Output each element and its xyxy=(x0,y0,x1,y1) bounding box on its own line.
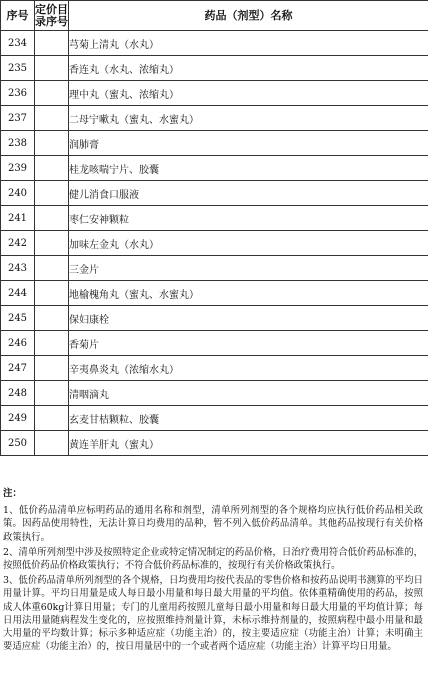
notes-section xyxy=(3,487,423,655)
row-seq: 240 xyxy=(1,181,35,206)
row-catalog-seq xyxy=(35,306,69,331)
table-row xyxy=(1,281,428,306)
row-catalog-seq xyxy=(35,431,69,456)
row-catalog-seq xyxy=(35,181,69,206)
table-row xyxy=(1,56,428,81)
table-row xyxy=(1,206,428,231)
table-row xyxy=(1,181,428,206)
row-seq: 244 xyxy=(1,281,35,306)
row-catalog-seq xyxy=(35,256,69,281)
row-seq: 249 xyxy=(1,406,35,431)
row-drug-name: 辛夷鼻炎丸（浓缩水丸） xyxy=(69,356,428,381)
table-row xyxy=(1,156,428,181)
row-seq: 239 xyxy=(1,156,35,181)
row-drug-name: 加味左金丸（水丸） xyxy=(69,231,428,256)
note-2: 2、清单所列剂型中涉及按照特定企业或特定情况制定的药品价格，日治疗费用符合低价药品标准的，按照低价药品价格政策执行；不符合低价药品标准的，按现行有关价格政策执行。 xyxy=(3,546,423,572)
table-row xyxy=(1,306,428,331)
row-seq: 242 xyxy=(1,231,35,256)
table-row xyxy=(1,431,428,456)
table-row xyxy=(1,131,428,156)
table-row xyxy=(1,381,428,406)
notes-title: 注： xyxy=(3,488,22,499)
row-catalog-seq xyxy=(35,231,69,256)
table-row xyxy=(1,31,428,56)
row-catalog-seq xyxy=(35,381,69,406)
row-seq: 246 xyxy=(1,331,35,356)
row-drug-name: 理中丸（蜜丸、浓缩丸） xyxy=(69,81,428,106)
table-row xyxy=(1,81,428,106)
row-catalog-seq xyxy=(35,56,69,81)
header-seq: 序号 xyxy=(1,1,35,31)
header-drug-name: 药品（剂型）名称 xyxy=(69,1,428,31)
row-drug-name: 枣仁安神颗粒 xyxy=(69,206,428,231)
row-catalog-seq xyxy=(35,356,69,381)
row-catalog-seq xyxy=(35,331,69,356)
table-body xyxy=(1,31,428,456)
table-header-row xyxy=(1,1,428,31)
table-row xyxy=(1,331,428,356)
table-row xyxy=(1,106,428,131)
row-drug-name: 三金片 xyxy=(69,256,428,281)
row-catalog-seq xyxy=(35,156,69,181)
row-catalog-seq xyxy=(35,31,69,56)
row-drug-name: 芎菊上清丸（水丸） xyxy=(69,31,428,56)
row-seq: 235 xyxy=(1,56,35,81)
table-row xyxy=(1,406,428,431)
row-drug-name: 玄麦甘桔颗粒、胶囊 xyxy=(69,406,428,431)
row-catalog-seq xyxy=(35,81,69,106)
row-seq: 247 xyxy=(1,356,35,381)
row-seq: 236 xyxy=(1,81,35,106)
table-row xyxy=(1,356,428,381)
header-catalog-seq: 定价目录序号 xyxy=(35,1,69,31)
row-seq: 245 xyxy=(1,306,35,331)
table-row xyxy=(1,256,428,281)
row-drug-name: 清咽滴丸 xyxy=(69,381,428,406)
note-1: 1、低价药品清单应标明药品的通用名称和剂型，清单所列剂型的各个规格均应执行低价药品相关政策。因药品使用特性，无法计算日均费用的品种，暂不列入低价药品清单。其他药品按现行有关价格政策执行。 xyxy=(3,505,423,543)
row-catalog-seq xyxy=(35,106,69,131)
row-seq: 243 xyxy=(1,256,35,281)
row-seq: 248 xyxy=(1,381,35,406)
row-drug-name: 桂龙咳喘宁片、胶囊 xyxy=(69,156,428,181)
row-catalog-seq xyxy=(35,131,69,156)
row-seq: 250 xyxy=(1,431,35,456)
row-seq: 237 xyxy=(1,106,35,131)
row-drug-name: 保妇康栓 xyxy=(69,306,428,331)
table-row xyxy=(1,231,428,256)
row-seq: 241 xyxy=(1,206,35,231)
row-drug-name: 二母宁嗽丸（蜜丸、水蜜丸） xyxy=(69,106,428,131)
row-drug-name: 香菊片 xyxy=(69,331,428,356)
row-catalog-seq xyxy=(35,406,69,431)
row-drug-name: 香连丸（水丸、浓缩丸） xyxy=(69,56,428,81)
row-seq: 238 xyxy=(1,131,35,156)
note-3: 3、低价药品清单所列剂型的各个规格，日均费用均按代表品的零售价格和按药品说明书测算的平均日用量计算。平均日用量是成人每日最小用量和每日最大用量的平均值。依体重精确使用的药品，按照成人体重60kg计算日用量；专门的儿童用药按照儿童每日最小用量和每日最大用量的平均值计算；每日用法用量随病程发生变化的，应按照维持剂量计算，未标示维持剂量的，按照病程中最小用量和最大用量的平均数计算；标示多种适应症（功能主治）的，按主要适应症（功能主治）计算；未明确主要适应症（功能主治）的，按日用量居中的一个或者两个适应症（功能主治）计算平均日用量。 xyxy=(3,575,423,653)
row-drug-name: 润肺膏 xyxy=(69,131,428,156)
row-catalog-seq xyxy=(35,206,69,231)
row-drug-name: 地榆槐角丸（蜜丸、水蜜丸） xyxy=(69,281,428,306)
row-drug-name: 健儿消食口服液 xyxy=(69,181,428,206)
row-drug-name: 黄连羊肝丸（蜜丸） xyxy=(69,431,428,456)
row-seq: 234 xyxy=(1,31,35,56)
row-catalog-seq xyxy=(35,281,69,306)
